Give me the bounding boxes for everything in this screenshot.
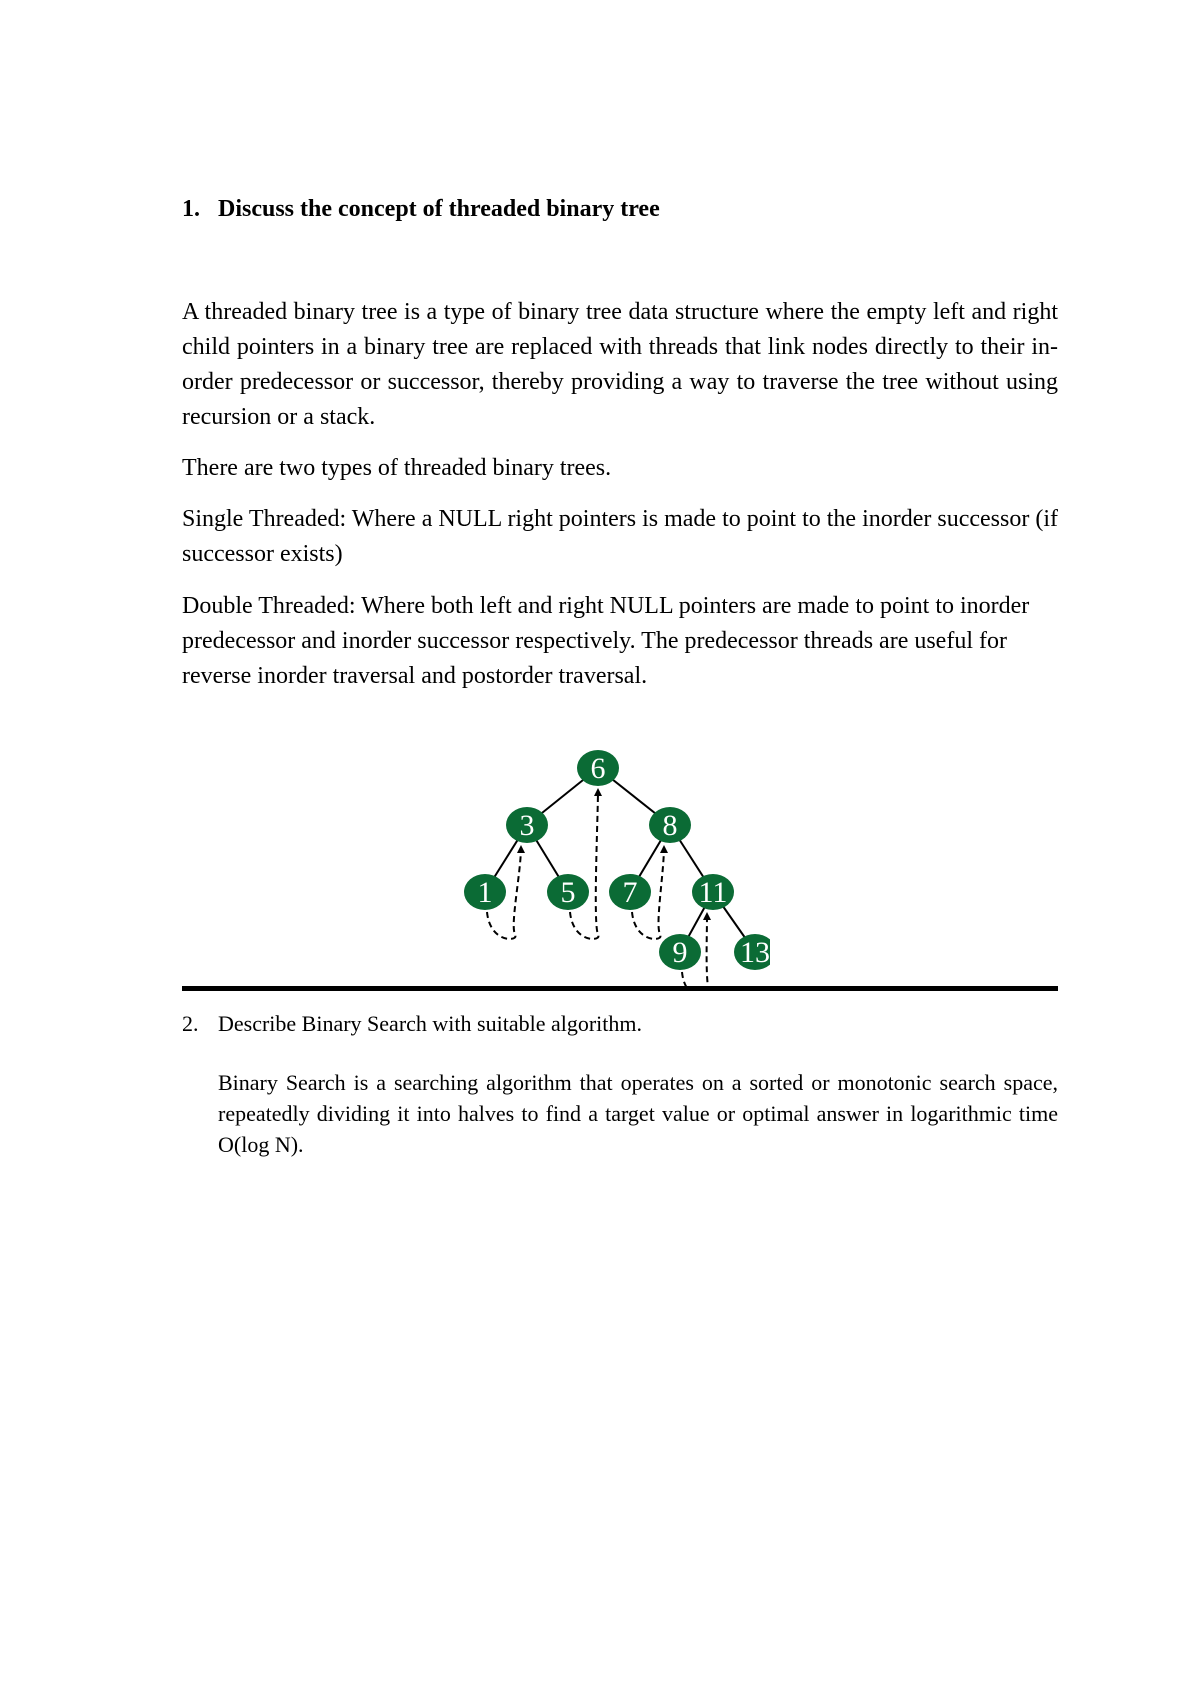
tree-node-label: 8: [662, 809, 678, 842]
tree-node-label: 3: [519, 809, 535, 842]
tree-node-13: [734, 934, 770, 970]
tree-node-label: 9: [672, 936, 688, 969]
tree-node-6: [577, 750, 619, 786]
question-2-title: Describe Binary Search with suitable algorithm.: [218, 1011, 642, 1036]
tree-node-3: [506, 807, 548, 843]
tree-node-label: 11: [698, 876, 728, 909]
tree-node-label: 13: [740, 936, 770, 969]
single-threaded-paragraph: Single Threaded: Where a NULL right pointers is made to point to the inorder successor (if successor exists): [182, 506, 1058, 567]
binary-search-answer: Binary Search is a searching algorithm that operates on a sorted or monotonic search space, repeatedly dividing it into halves to find a target value or optimal answer in logarithmic time O(log N).: [218, 1070, 1058, 1157]
tree-node-8: [649, 807, 691, 843]
question-1-number: 1.: [182, 196, 200, 222]
tree-node-1: [464, 874, 506, 910]
tree-node-label: 1: [477, 876, 493, 909]
question-2-number: 2.: [182, 1011, 199, 1036]
tree-node-9: [659, 934, 701, 970]
types-paragraph: There are two types of threaded binary trees.: [182, 455, 612, 481]
section-divider: [182, 986, 1058, 991]
question-1-heading: [182, 196, 660, 223]
intro-paragraph: A threaded binary tree is a type of binary tree data structure where the empty left and right child pointers in a binary tree are replaced with threads that link nodes directly to their in-order predecessor or successor, thereby providing a way to traverse the tree without using recursion or a stack.: [182, 299, 1058, 430]
tree-node-label: 7: [622, 876, 638, 909]
double-threaded-paragraph: Double Threaded: Where both left and right NULL pointers are made to point to inorder predecessor and inorder successor respectively. The predecessor threads are useful for reverse inorder traversal and postorder traversal.: [182, 593, 1030, 689]
tree-node-11: [692, 874, 734, 910]
tree-node-label: 6: [590, 752, 606, 785]
tree-node-label: 5: [560, 876, 576, 909]
question-1-title: Discuss the concept of threaded binary tree: [218, 196, 660, 222]
tree-node-5: [547, 874, 589, 910]
question-2-heading: [182, 1008, 1058, 1039]
threaded-binary-tree-figure: [450, 740, 770, 990]
thread-5-to-6: [570, 790, 599, 939]
tree-node-7: [609, 874, 651, 910]
